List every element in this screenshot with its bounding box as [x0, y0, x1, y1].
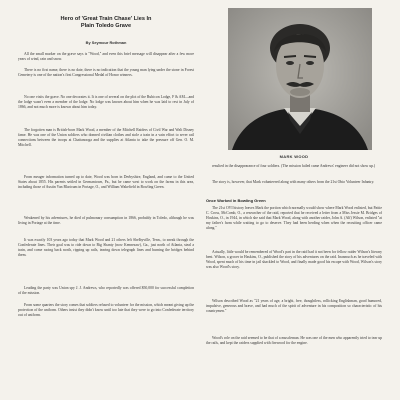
portrait-photo: [228, 8, 372, 150]
right-column: [206, 0, 382, 400]
paragraph: resulted in the disappearance of four soldiers. (The mission failed came Andrews' engineer did not show up.): [212, 164, 376, 168]
headline-line-1: Hero of 'Great Train Chase' Lies In: [60, 16, 152, 22]
paragraph: Leading the party was Union spy J. J. Andrews, who reportedly was offered $50,000 for successful completion of the mission.: [18, 286, 194, 295]
paragraph: No one visits the grave. No one decorates it. It is one of several on the plot of the Rubicon Lodge, F & AM—and the lodge wasn't even a member of the lodge. No lodge was known about him when he was laid to rest in July of 1866, and not much more is known about him today.: [18, 95, 194, 109]
paragraph: Wood's role on the raid seemed to be that of a muscleman. He was one of the men who apparently tried to tear up the rails, and kept the raiders supplied with firewood for the engine.: [206, 336, 382, 345]
paragraph: It was exactly 103 years ago today that Mark Wood and 21 others left Shelbyville, Tenn., to sneak through the Confederate lines. Their goal was to ride down to Big Shanty (now Kennesaw), Ga., just north of Atlanta, steal a train, and come racing back north, ripping up rails, tearing down telegraph lines and burning the bridges behind them.: [18, 238, 194, 257]
paragraph: Wilson described Wood as "21 years of age, a bright, free, thoughtless, rollicking Englishman, good humored, impulsive, generous and brave, and had much of the spirit of adventure in his composition so characteristic of his countrymen.": [206, 299, 382, 313]
paragraph: Actually, little would be remembered of Wood's part in the raid had it not been for fellow raider Wilson's literary bent. Wilson, a grocer in Haskins, O., published the story of his adventures on the raid. Inasmuch as he traveled with Wood, spent much of his time in jail shackled to Wood, and finally made good his escape with Wood, Wilson's story was also Wood's story.: [206, 250, 382, 269]
photo-caption: MARK WOOD: [279, 154, 309, 159]
paragraph: The 21st OVI history leaves Mark the portion which normally would show where Mark Wood enlisted, but Pattie C. Cross, McComb, O., a researcher of the raid, reported that he received a letter from a Miss Jessie M. Bridges of Hoskins, O., in 1944, in which she said that Mark Wood, along with another raider, John A. (Alf) Wilson, enlisted "at my father's farm while waiting to go to deserve. They had been herding when when the recruiting officer came along.": [206, 206, 383, 230]
portrait-illustration: [228, 8, 372, 150]
paragraph: The forgotten man is British-born Mark Wood, a member of the Mitchell Raiders of Civil War and Walt Disney fame. He was one of the Union soldiers who donned civilian clothes and stole a train in a vain effort to sever rail connections between the troops at Chattanooga and the supplies at Atlanta to take the pressure off Gen. O. M. Mitchell.: [18, 128, 194, 147]
left-column: [18, 0, 194, 400]
paragraph: There is no first name, there is no date, there is no indication that the young man lying under the stone in Forest Cemetery is one of the nation's first Congressional Medal of Honor winners.: [18, 68, 194, 77]
article-headline: [18, 16, 194, 30]
paragraph: The story is, however, that Mark volunteered along with many others from the 21st Ohio Volunteer Infantry.: [212, 180, 375, 184]
section-subhead: Once Worked in Bowling Green: [206, 198, 266, 203]
paragraph: Weakened by his adventures, he died of pulmonary consumption in 1866, probably in Toledo, although he was living in Portage at the time.: [18, 216, 194, 225]
paragraph: All the small marker on the grave says is "Wood," and even this brief message will disappear after a few more years of wind, rain and snow.: [18, 52, 194, 61]
byline: By Seymour Rothman: [85, 40, 127, 45]
paragraph: From some quarters the story comes that soldiers refused to volunteer for the mission, which meant giving up the protection of the uniform. Others insist they didn't know until too late that they were to go into Confederate territory out of uniform.: [18, 303, 194, 317]
headline-line-2: Plain Toledo Grave: [80, 23, 132, 30]
paragraph: From meager information turned up to date, Wood was born in Derbyshire, England, and came to the United States about 1855. His parents settled in Germantown, Pa., but he came west to work on the farms in this area, including those of Austin Van Blaricum in Portage, O., and William Wakefield in Bowling Green.: [18, 175, 194, 189]
